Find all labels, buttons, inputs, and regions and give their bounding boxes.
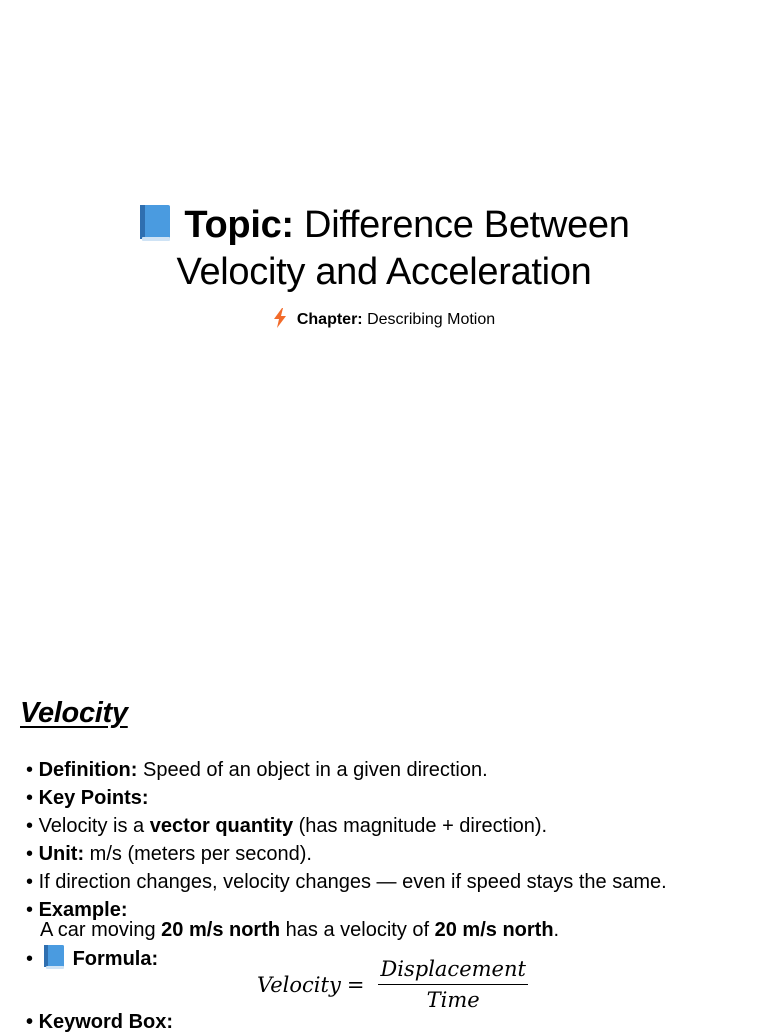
velocity-formula bbox=[257, 957, 528, 1012]
example-post: . bbox=[553, 919, 560, 941]
key-points-label: Key Points: bbox=[38, 787, 149, 809]
bullet-list bbox=[26, 756, 766, 973]
topic-label: Topic: bbox=[184, 204, 294, 246]
formula-lhs: Velocity bbox=[257, 972, 341, 997]
vector-pre: Velocity is a bbox=[38, 815, 150, 837]
vector-post: (has magnitude + direction). bbox=[293, 815, 548, 837]
direction-text: If direction changes, velocity changes — even if speed stays the same. bbox=[38, 871, 667, 893]
bullet-vector: • Velocity is a vector quantity (has magnitude + direction). bbox=[26, 815, 548, 837]
blue-book-icon bbox=[138, 203, 172, 243]
formula-numerator: Displacement bbox=[378, 957, 528, 985]
bullet-direction: • If direction changes, velocity changes — even if speed stays the same. bbox=[26, 871, 667, 893]
example-mid: has a velocity of bbox=[280, 919, 435, 941]
formula-denominator: Time bbox=[426, 988, 480, 1012]
chapter-value: Describing Motion bbox=[367, 311, 496, 328]
example-sentence bbox=[26, 916, 766, 944]
unit-text: m/s (meters per second). bbox=[84, 843, 312, 865]
topic-title bbox=[0, 202, 768, 296]
bullet-key-points: • Key Points: bbox=[26, 787, 149, 809]
bullet-definition: • Definition: Speed of an object in a given direction. bbox=[26, 759, 488, 781]
chapter-label: Chapter: bbox=[296, 311, 363, 328]
example-label: Example: bbox=[38, 899, 128, 921]
example-bold-2: 20 m/s north bbox=[434, 919, 554, 941]
chapter-line bbox=[0, 308, 768, 331]
topic-title-text-1: Difference Between bbox=[304, 204, 630, 246]
example-bold-1: 20 m/s north bbox=[161, 919, 281, 941]
keyword-label: Keyword Box: bbox=[38, 1011, 174, 1033]
example-pre: A car moving bbox=[40, 919, 162, 941]
bullet-keyword-box: • Keyword Box: bbox=[26, 1011, 174, 1033]
formula-equals: = bbox=[346, 972, 365, 997]
bullet-example: • Example: bbox=[26, 899, 128, 921]
bullet-formula: • Formula: bbox=[26, 944, 766, 973]
section-title: Velocity bbox=[20, 697, 128, 729]
vector-bold: vector quantity bbox=[149, 815, 294, 837]
blue-book-icon bbox=[43, 944, 65, 970]
definition-label: Definition: bbox=[38, 759, 138, 781]
topic-title-line2: Velocity and Acceleration bbox=[176, 251, 592, 293]
definition-text: Speed of an object in a given direction. bbox=[137, 759, 488, 781]
bullet-unit: • Unit: m/s (meters per second). bbox=[26, 843, 312, 865]
lightning-bolt-icon bbox=[273, 308, 287, 328]
unit-label: Unit: bbox=[38, 843, 85, 865]
formula-label: Formula: bbox=[72, 948, 159, 970]
formula-fraction bbox=[378, 957, 528, 1012]
topic-title-line1 bbox=[0, 202, 768, 249]
